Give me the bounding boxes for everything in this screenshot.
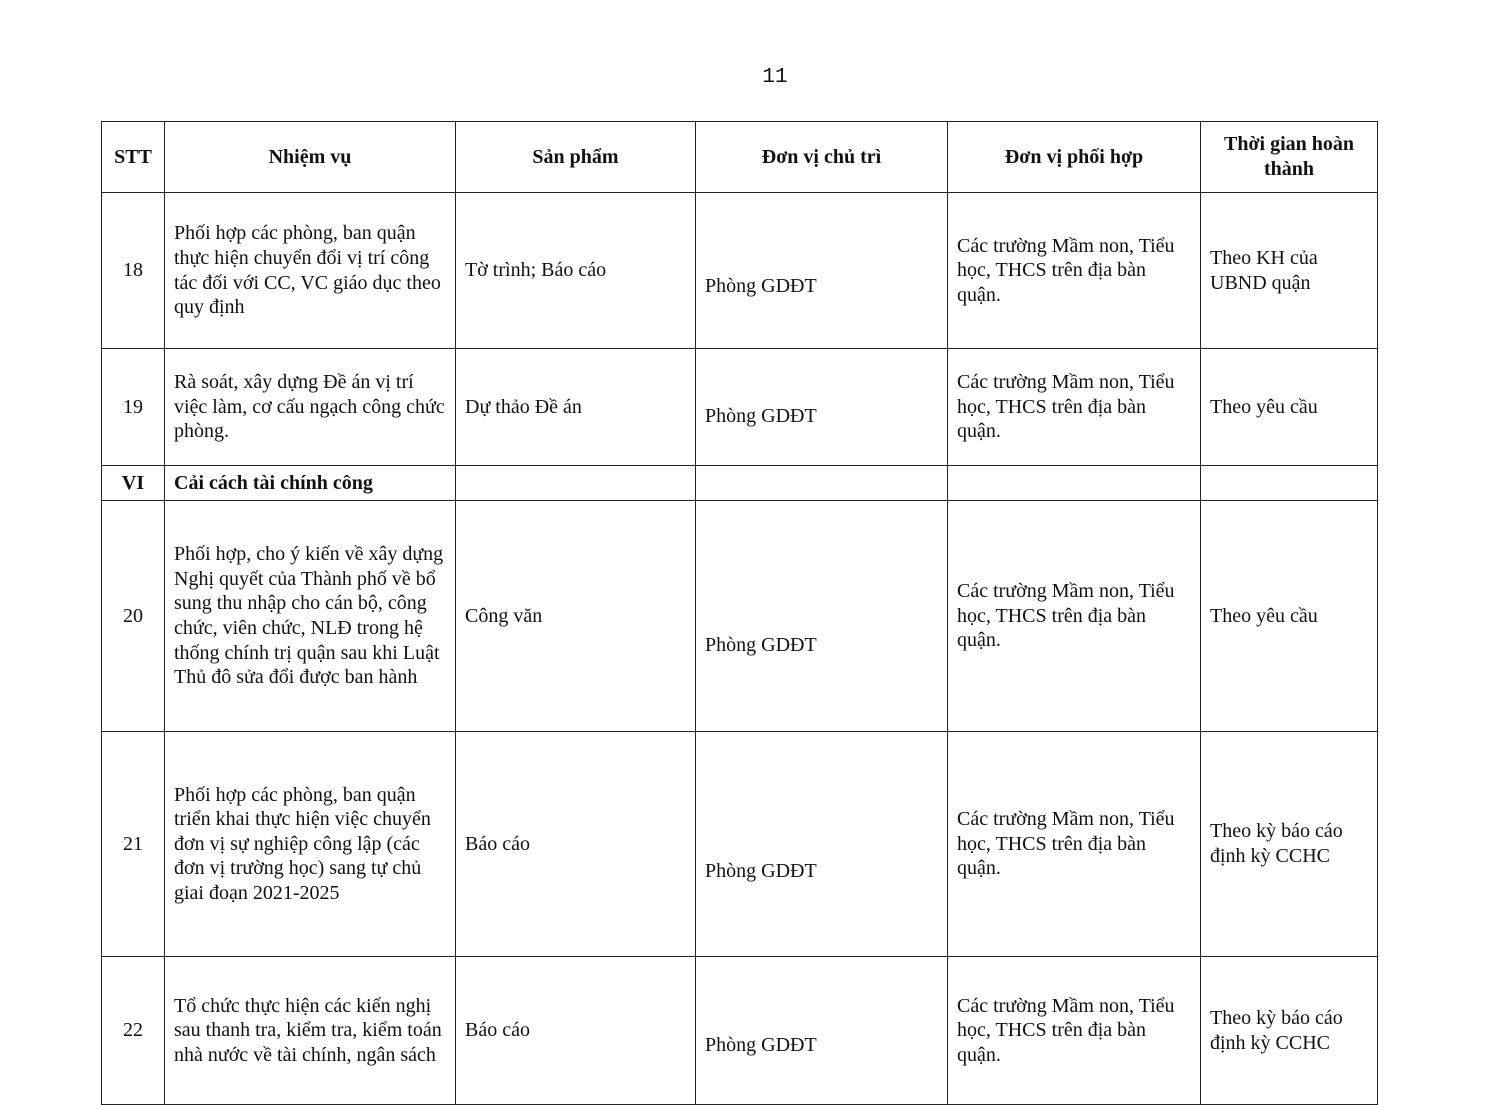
row-product: Báo cáo xyxy=(456,732,696,957)
row-stt: 21 xyxy=(102,732,165,957)
section-number: VI xyxy=(102,466,165,501)
row-deadline: Theo KH của UBND quận xyxy=(1201,193,1378,349)
row-lead-unit: Phòng GDĐT xyxy=(696,732,948,957)
row-stt: 19 xyxy=(102,349,165,466)
row-partner-unit: Các trường Mầm non, Tiểu học, THCS trên địa bàn quận. xyxy=(948,732,1201,957)
row-lead-unit: Phòng GDĐT xyxy=(696,957,948,1105)
section-empty-cell xyxy=(696,466,948,501)
section-empty-cell xyxy=(1201,466,1378,501)
section-empty-cell xyxy=(948,466,1201,501)
row-partner-unit: Các trường Mầm non, Tiểu học, THCS trên địa bàn quận. xyxy=(948,193,1201,349)
row-lead-unit: Phòng GDĐT xyxy=(696,193,948,349)
header-lead-unit: Đơn vị chủ trì xyxy=(696,122,948,193)
header-stt: STT xyxy=(102,122,165,193)
row-deadline: Theo kỳ báo cáo định kỳ CCHC xyxy=(1201,732,1378,957)
table-row xyxy=(102,193,1378,349)
row-deadline: Theo yêu cầu xyxy=(1201,501,1378,732)
row-lead-unit: Phòng GDĐT xyxy=(696,349,948,466)
header-task: Nhiệm vụ xyxy=(165,122,456,193)
row-stt: 18 xyxy=(102,193,165,349)
header-product: Sản phẩm xyxy=(456,122,696,193)
section-empty-cell xyxy=(456,466,696,501)
table-row xyxy=(102,501,1378,732)
section-title: Cải cách tài chính công xyxy=(165,466,456,501)
header-partner-unit: Đơn vị phối hợp xyxy=(948,122,1201,193)
row-task: Rà soát, xây dựng Đề án vị trí việc làm, cơ cấu ngạch công chức phòng. xyxy=(165,349,456,466)
row-task: Tổ chức thực hiện các kiến nghị sau thanh tra, kiểm tra, kiểm toán nhà nước về tài chính, ngân sách xyxy=(165,957,456,1105)
row-task: Phối hợp, cho ý kiến về xây dựng Nghị quyết của Thành phố về bổ sung thu nhập cho cán bộ, công chức, viên chức, NLĐ trong hệ thống chính trị quận sau khi Luật Thủ đô sửa đổi được ban hành xyxy=(165,501,456,732)
section-row xyxy=(102,466,1378,501)
table-header-row xyxy=(102,122,1378,193)
row-task: Phối hợp các phòng, ban quận triển khai thực hiện việc chuyển đơn vị sự nghiệp công lập (các đơn vị trường học) sang tự chủ giai đoạn 2021-2025 xyxy=(165,732,456,957)
table-row xyxy=(102,957,1378,1105)
row-partner-unit: Các trường Mầm non, Tiểu học, THCS trên địa bàn quận. xyxy=(948,349,1201,466)
row-product: Dự thảo Đề án xyxy=(456,349,696,466)
row-stt: 22 xyxy=(102,957,165,1105)
row-product: Tờ trình; Báo cáo xyxy=(456,193,696,349)
row-deadline: Theo kỳ báo cáo định kỳ CCHC xyxy=(1201,957,1378,1105)
row-stt: 20 xyxy=(102,501,165,732)
row-deadline: Theo yêu cầu xyxy=(1201,349,1378,466)
row-product: Công văn xyxy=(456,501,696,732)
page-number: 11 xyxy=(762,66,788,89)
row-task: Phối hợp các phòng, ban quận thực hiện chuyển đổi vị trí công tác đối với CC, VC giáo dục theo quy định xyxy=(165,193,456,349)
row-partner-unit: Các trường Mầm non, Tiểu học, THCS trên địa bàn quận. xyxy=(948,957,1201,1105)
table-row xyxy=(102,349,1378,466)
row-product: Báo cáo xyxy=(456,957,696,1105)
table-row xyxy=(102,732,1378,957)
row-partner-unit: Các trường Mầm non, Tiểu học, THCS trên địa bàn quận. xyxy=(948,501,1201,732)
task-table xyxy=(101,121,1378,1105)
header-deadline: Thời gian hoàn thành xyxy=(1201,122,1378,193)
row-lead-unit: Phòng GDĐT xyxy=(696,501,948,732)
